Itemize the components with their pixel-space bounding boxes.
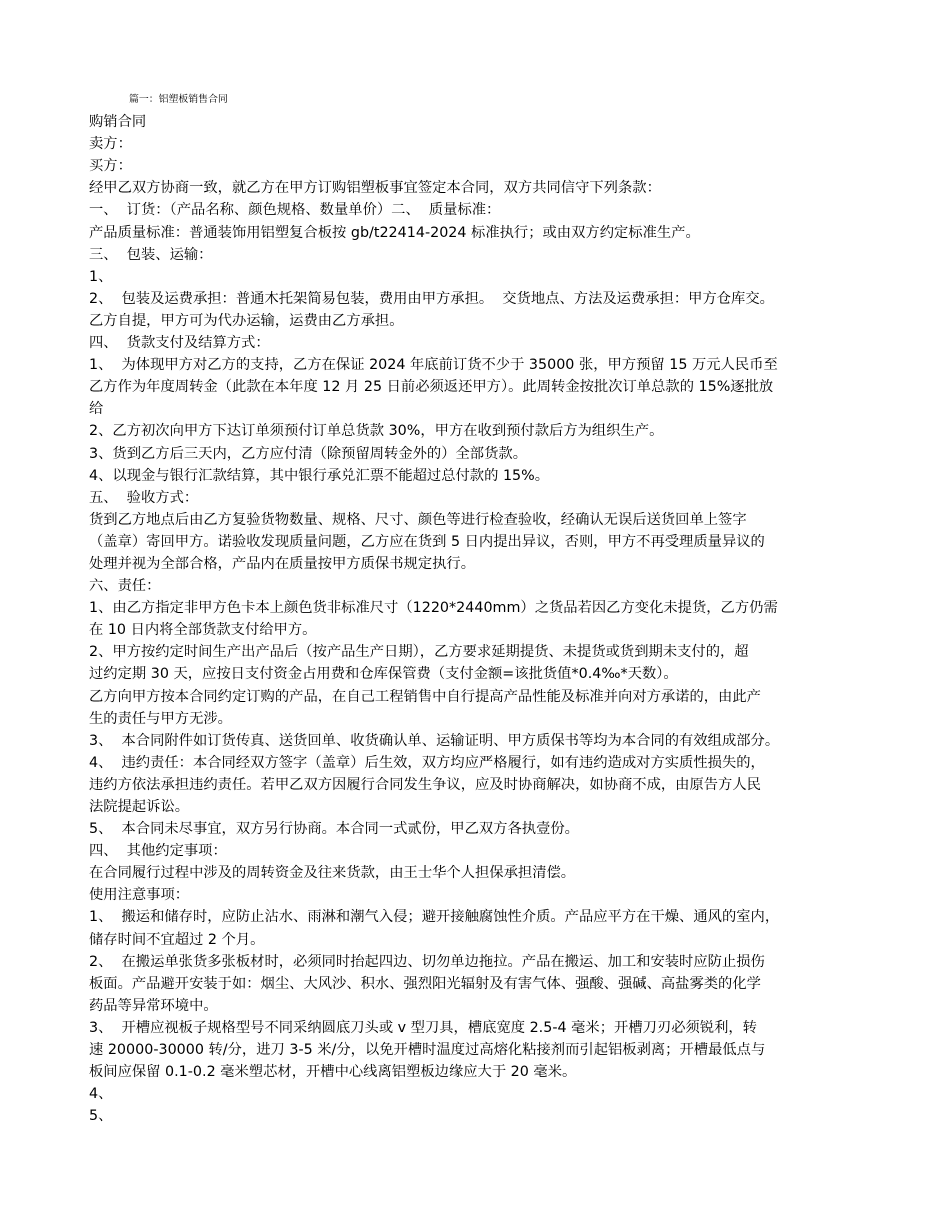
text-line: 板面。产品避开安装于如：烟尘、大风沙、积水、强烈阳光辐射及有害气体、强酸、强碱、高盐雾类的化学	[89, 975, 761, 992]
text-line: 3、 开槽应视板子规格型号不同采纳圆底刀头或 v 型刀具，槽底宽度 2.5-4 毫米；开槽刀刃必须锐利，转	[89, 1019, 757, 1036]
text-line: 3、货到乙方后三天内，乙方应付清（除预留周转金外的）全部货款。	[89, 445, 527, 462]
text-line: 货到乙方地点后由乙方复验货物数量、规格、尺寸、颜色等进行检查验收，经确认无误后送货回单上签字	[89, 511, 747, 528]
text-line: 4、 违约责任：本合同经双方签字（盖章）后生效，双方均应严格履行，如有违约造成对方实质性损失的，	[89, 754, 765, 771]
text-line: 1、	[89, 268, 113, 285]
text-line: 1、 为体现甲方对乙方的支持，乙方在保证 2024 年底前订货不少于 35000 张，甲方预留 15 万元人民币至	[89, 357, 778, 374]
text-line: 六、责任：	[89, 578, 161, 595]
text-line: 2、乙方初次向甲方下达订单须预付订单总货款 30%，甲方在收到预付款后方为组织生产。	[89, 423, 664, 440]
text-line: 给	[89, 401, 104, 418]
text-line: 经甲乙双方协商一致，就乙方在甲方订购铝塑板事宜签定本合同，双方共同信守下列条款：	[89, 180, 661, 197]
text-line: 1、 搬运和储存时，应防止沾水、雨淋和潮气入侵；避开接触腐蚀性介质。产品应平方在干燥、通风的室内，	[89, 909, 780, 926]
text-line: 卖方：	[89, 136, 132, 153]
text-line: 四、 其他约定事项：	[89, 843, 227, 860]
text-line: 三、 包装、运输：	[89, 246, 213, 263]
text-line: 速 20000-30000 转/分，进刀 3-5 米/分，以免开槽时温度过高熔化粘接剂而引起铝板剥离；开槽最低点与	[89, 1042, 766, 1059]
text-line: 4、	[89, 1086, 113, 1103]
contract-text	[89, 89, 874, 1127]
text-line: 乙方作为年度周转金（此款在本年度 12 月 25 日前必须返还甲方）。此周转金按批次订单总款的 15%逐批放	[89, 379, 774, 396]
text-line: 乙方自提，甲方可为代办运输，运费由乙方承担。	[89, 312, 404, 329]
text-line: 生的责任与甲方无涉。	[89, 710, 232, 727]
text-line: 四、 货款支付及结算方式：	[89, 335, 270, 352]
text-line: 1、由乙方指定非甲方色卡本上颜色货非标准尺寸（1220*2440mm）之货品若因乙方变化未提货，乙方仍需	[89, 600, 778, 617]
text-line: 在合同履行过程中涉及的周转资金及往来货款，由王士华个人担保承担清偿。	[89, 865, 576, 882]
text-line: 法院提起诉讼。	[89, 799, 190, 815]
text-line: 一、 订货：（产品名称、颜色规格、数量单价）二、 质量标准：	[89, 202, 501, 219]
text-line: 买方：	[89, 158, 132, 175]
text-line: 过约定期 30 天，应按日支付资金占用费和仓库保管费（支付金额=该批货值*0.4‰*天数）。	[89, 666, 678, 683]
text-line: 购销合同	[89, 114, 147, 131]
text-line: 处理并视为全部合格，产品内在质量按甲方质保书规定执行。	[89, 555, 476, 572]
text-line: 5、	[89, 1108, 113, 1125]
text-line: 5、 本合同未尽事宜，双方另行协商。本合同一式贰份，甲乙双方各执壹份。	[89, 821, 579, 838]
text-line: （盖章）寄回甲方。诺验收发现质量问题，乙方应在货到 5 日内提出异议，否则，甲方不再受理质量异议的	[89, 533, 765, 550]
text-line: 板间应保留 0.1-0.2 毫米塑芯材，开槽中心线离铝塑板边缘应大于 20 毫米。	[89, 1064, 577, 1081]
text-line: 五、 验收方式：	[89, 489, 199, 506]
text-line: 3、 本合同附件如订货传真、送货回单、收货确认单、运输证明、甲方质保书等均为本合同的有效组成部分。	[89, 732, 780, 749]
text-line: 乙方向甲方按本合同约定订购的产品，在自己工程销售中自行提高产品性能及标准并向对方承诺的，由此产	[89, 688, 761, 705]
text-line: 药品等异常环境中。	[89, 997, 218, 1014]
text-line: 储存时间不宜超过 2 个月。	[89, 931, 265, 948]
text-line: 2、 在搬运单张货多张板材时，必须同时抬起四边、切勿单边拖拉。产品在搬运、加工和安装时应防止损伤	[89, 953, 765, 970]
text-line: 产品质量标准：普通装饰用铝塑复合板按 gb/t22414-2024 标准执行；或由双方约定标准生产。	[89, 224, 700, 241]
document-title: 篇一：铝塑板销售合同	[129, 94, 228, 105]
text-line: 2、 包装及运费承担：普通木托架简易包装，费用由甲方承担。 交货地点、方法及运费承担：甲方仓库交。	[89, 290, 774, 307]
text-line: 4、以现金与银行汇款结算，其中银行承兑汇票不能超过总付款的 15%。	[89, 467, 550, 484]
text-line: 在 10 日内将全部货款支付给甲方。	[89, 622, 317, 639]
text-line: 2、甲方按约定时间生产出产品后（按产品生产日期），乙方要求延期提货、未提货或货到期未支付的，超	[89, 644, 749, 661]
text-line: 违约方依法承担违约责任。若甲乙双方因履行合同发生争议，应及时协商解决，如协商不成，由原告方人民	[89, 776, 761, 793]
text-line: 使用注意事项：	[89, 887, 190, 904]
